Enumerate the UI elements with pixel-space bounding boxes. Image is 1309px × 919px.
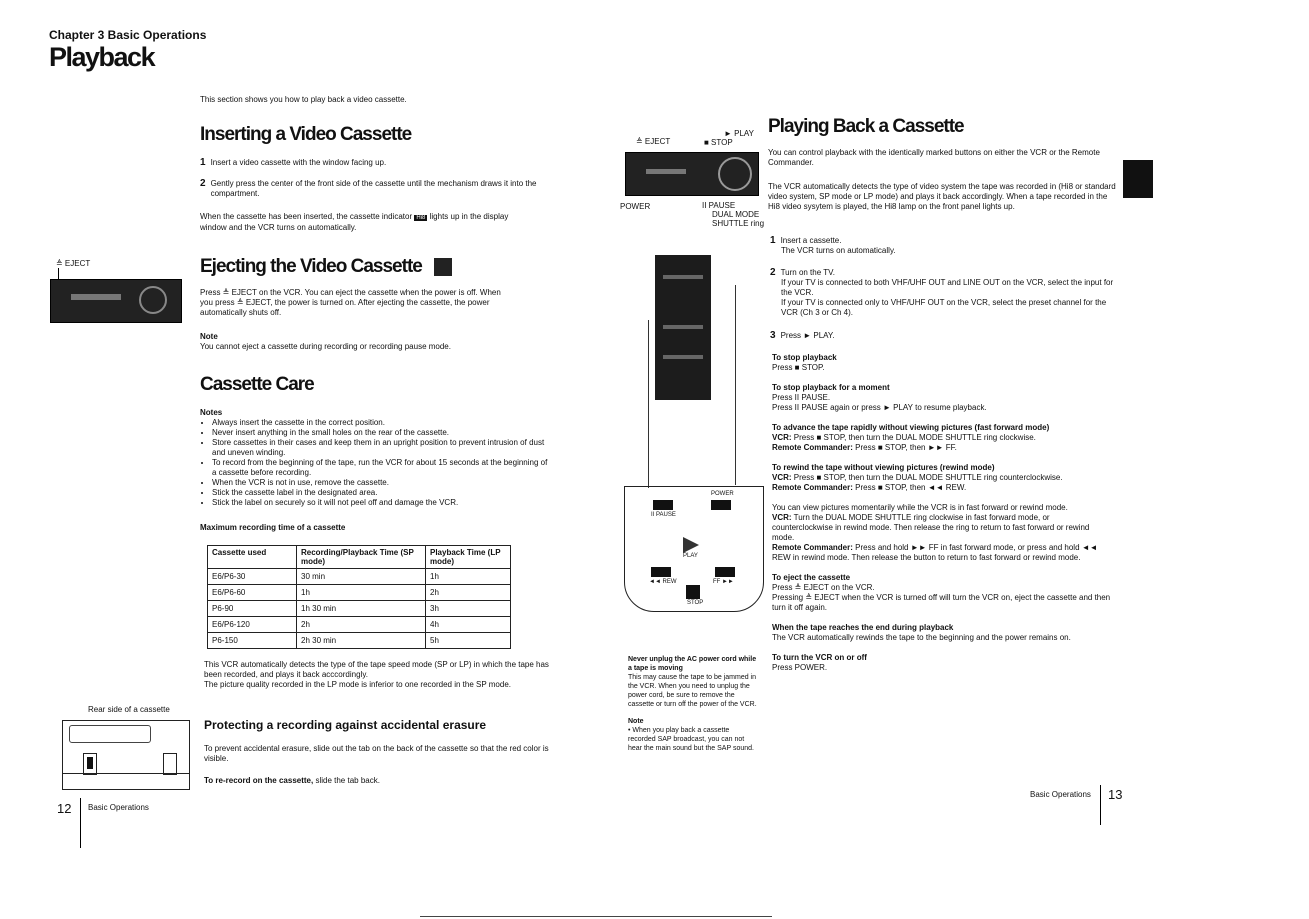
care-note: • Store cassettes in their cases and keep them in an upright position to prevent intrusion of dust and uneven winding. <box>212 438 552 458</box>
care-notes-label: Notes <box>200 408 223 417</box>
care-note: • Never insert anything in the small holes on the rear of the cassette. <box>212 428 552 438</box>
table-row <box>208 633 511 649</box>
playing-instructions: To stop playback Press ■ STOP. To stop playback for a moment Press II PAUSE. Press II PAUSE again or press ► PLAY to resume playback. To advance the tape rapidly without viewing pictures (fast forward mode) VCR: Press ■ STOP, then turn the DUAL MODE SHUTTLE ring clockwise. Remote Commander: Press ■ STOP, then ►► FF. To rewind the tape without viewing pictures (rewind mode) VCR: Press ■ STOP, then turn the DUAL MODE SHUTTLE ring counterclockwise. Remote Commander: Press ■ STOP, then ◄◄ REW. You can view pictures momentarily while the VCR is in fast forward or rewind mode. VCR: Turn the DUAL MODE SHUTTLE ring clockwise in fast forward mode, or counterclockwise in rewind mode. Then release the ring to return to fast forward or rewind mode. Remote Commander: Press and hold ►► FF in fast forward mode, or press and hold ◄◄ REW in rewind mode. Then release the button to return to fast forward or rewind mode. To eject the cassette Press ≜ EJECT on the VCR. Pressing ≜ EJECT when the VCR is turned off will turn the VCR on, eject the cassette and then turn it off again. When the tape reaches the end during playback The VCR automatically rewinds the tape to the beginning and the power remains on. To turn the VCR on or off Press POWER. <box>772 353 1111 672</box>
cassette-rear-image <box>62 720 190 790</box>
care-note: • Stick the cassette label in the designated area. <box>212 488 552 498</box>
table-row <box>208 617 511 633</box>
recording-time-table <box>207 545 511 649</box>
rew-button[interactable] <box>651 567 671 577</box>
vcr-play-label: ► PLAY <box>724 129 755 138</box>
inserting-heading: Inserting a Video Cassette <box>200 124 412 145</box>
care-note: • Always insert the cassette in the correct position. <box>212 418 552 428</box>
sidenote: Never unplug the AC power cord while a tape is moving This may cause the tape to be jammed in the VCR. When you need to unplug the power cord, be sure to remove the cassette or turn off the power of the VCR. Note • When you play back a cassette recorded SAP broadcast, you can not hear the main sound but the SAP sound. <box>628 656 757 752</box>
stop-button[interactable] <box>686 585 700 599</box>
vcr-front-image <box>50 279 182 323</box>
care-note: • Stick the label on securely so it will not peel off and damage the VCR. <box>212 498 552 508</box>
table-cell: 2h <box>426 585 511 601</box>
inserting-step-1: 1 Insert a video cassette with the window facing up. <box>200 157 387 168</box>
playing-step-2: 2 Turn on the TV. If your TV is connected to both VHF/UHF OUT and LINE OUT on the VCR, select the input for the VCR. If your TV is connected only to VHF/UHF OUT on the VCR, select the preset channel for the VCR (Ch 3 or Ch 4). <box>770 267 1114 317</box>
table-header-cell: Recording/Playback Time (SP mode) <box>297 546 426 569</box>
care-heading: Cassette Care <box>200 374 314 395</box>
page-title: Playback <box>49 42 155 72</box>
protecting-text: To prevent accidental erasure, slide out the tab on the back of the cassette so that the red color is visible. <box>204 744 549 763</box>
ejecting-heading: Ejecting the Video Cassette <box>200 256 452 278</box>
remote-closeup <box>624 486 764 612</box>
care-note: • To record from the beginning of the tape, run the VCR for about 15 seconds at the beginning of a cassette before recording. <box>212 458 552 478</box>
eject-label: ≜ EJECT <box>56 259 91 268</box>
table-cell: E6/P6-30 <box>208 569 297 585</box>
bottom-scan-line <box>420 916 772 917</box>
protecting-heading: Protecting a recording against accidental erasure <box>204 718 487 732</box>
table-cell: E6/P6-60 <box>208 585 297 601</box>
table-header-cell: Cassette used <box>208 546 297 569</box>
footer-section-right: Basic Operations <box>1030 790 1091 799</box>
ejecting-note-label: Note <box>200 332 218 341</box>
care-after-text: This VCR automatically detects the type of the tape speed mode (SP or LP) in which the tape has been recorded, and plays it back acccordingly. The picture quality recorded in the LP mode is inferior to one recorded in the SP mode. <box>204 660 549 689</box>
care-notes-list <box>200 418 552 508</box>
table-cell: 1h 30 min <box>297 601 426 617</box>
rerecord-text: To re-record on the cassette, slide the tab back. <box>204 776 380 785</box>
table-cell: 30 min <box>297 569 426 585</box>
remote-ff-label: FF ►► <box>713 579 734 585</box>
care-note: • When the VCR is not in use, remove the cassette. <box>212 478 552 488</box>
remote-stop-label: STOP <box>687 600 704 606</box>
inserting-paragraph: When the cassette has been inserted, the cassette indicator Hi8 lights up in the display window and the VCR turns on automatically. <box>200 212 509 232</box>
vcr-playback-image <box>625 152 759 196</box>
playing-intro: You can control playback with the identically marked buttons on either the VCR or the Remote Commander. <box>768 148 1100 167</box>
table-header-row <box>208 546 511 569</box>
remote-commander-image <box>655 255 711 400</box>
table-cell: E6/P6-120 <box>208 617 297 633</box>
hi8-indicator: Hi8 <box>416 215 426 221</box>
table-title: Maximum recording time of a cassette <box>200 523 346 532</box>
vcr-eject-label: ≜ EJECT <box>636 137 671 146</box>
vcr-power-label: POWER <box>620 202 651 211</box>
play-icon[interactable] <box>683 537 699 553</box>
table-cell: P6-150 <box>208 633 297 649</box>
intro-text: This section shows you how to play back a video cassette. <box>200 95 407 104</box>
table-cell: P6-90 <box>208 601 297 617</box>
table-cell: 2h <box>297 617 426 633</box>
table-row <box>208 569 511 585</box>
playing-heading: Playing Back a Cassette <box>768 116 964 137</box>
vcr-pause-label: II PAUSE <box>702 201 736 210</box>
remote-power-label: POWER <box>711 491 734 497</box>
remote-rew-label: ◄◄ REW <box>649 579 677 585</box>
inserting-step-2: 2 Gently press the center of the front side of the cassette until the mechanism draws it into the compartment. <box>200 178 537 198</box>
ejecting-note: You cannot eject a cassette during recording or recording pause mode. <box>200 342 451 351</box>
ff-button[interactable] <box>715 567 735 577</box>
ejecting-text: Press ≜ EJECT on the VCR. You can eject the cassette when the power is off. When you press ≜ EJECT, the power is turned on. After ejecting the cassette, the power automatically shuts off. <box>200 288 501 317</box>
page-number-left: 12 <box>57 801 72 816</box>
vcr-dual-label: DUAL MODE <box>712 210 760 219</box>
remote-play-label: PLAY <box>683 553 698 559</box>
page-number-right: 13 <box>1108 787 1123 802</box>
remote-pause-label: II PAUSE <box>651 512 676 518</box>
pause-button[interactable] <box>653 500 673 510</box>
table-row <box>208 601 511 617</box>
footer-divider-left <box>80 798 81 848</box>
table-header-cell: Playback Time (LP mode) <box>426 546 511 569</box>
vcr-stop-label: ■ STOP <box>704 138 733 147</box>
vcr-shuttle-label: SHUTTLE ring <box>712 219 765 228</box>
playing-step-1: 1 Insert a cassette. The VCR turns on automatically. <box>770 235 896 255</box>
power-button[interactable] <box>711 500 731 510</box>
table-cell: 5h <box>426 633 511 649</box>
chapter-label: Chapter 3 Basic Operations <box>49 28 207 42</box>
remote-leader-line <box>648 320 649 488</box>
table-cell: 3h <box>426 601 511 617</box>
table-cell: 1h <box>297 585 426 601</box>
table-cell: 4h <box>426 617 511 633</box>
remote-leader-line <box>735 285 736 485</box>
table-cell: 2h 30 min <box>297 633 426 649</box>
eject-button-icon <box>434 258 452 276</box>
chapter-tab-marker <box>1123 160 1153 198</box>
playing-step-3: 3 Press ► PLAY. <box>770 330 835 341</box>
table-row <box>208 585 511 601</box>
footer-section-left: Basic Operations <box>88 803 149 812</box>
footer-divider-right <box>1100 785 1101 825</box>
playing-detect: The VCR automatically detects the type of video system the tape was recorded in (Hi8 or standard video system, SP mode or LP mode) and plays it back accordingly. When a tape recorded in the Hi8 video sysytem is played, the Hi8 lamp on the front panel lights up. <box>768 182 1116 211</box>
table-cell: 1h <box>426 569 511 585</box>
cassette-caption: Rear side of a cassette <box>88 705 170 714</box>
